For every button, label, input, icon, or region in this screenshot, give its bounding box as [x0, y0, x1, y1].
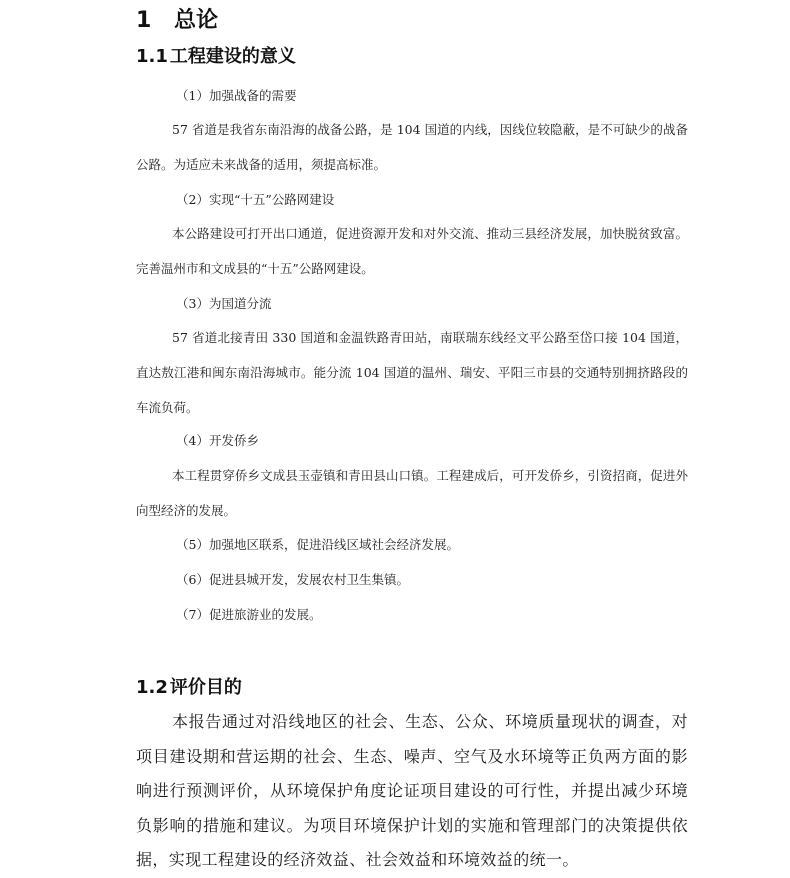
item-heading-2: （2）实现“十五”公路网建设: [176, 192, 335, 207]
section-paragraph-1-2: 本报告通过对沿线地区的社会、生态、公众、环境质量现状的调查，对项目建设期和营运期的社会、生态、噪声、空气及水环境等正负两方面的影响进行预测评价，从环境保护角度论证项目建设的可行性，并提出减少环境负影响的措施和建议。为项目环境保护计划的实施和管理部门的决策提供依据，实现工程建设的经济效益、社会效益和环境效益的统一。: [136, 712, 688, 869]
chapter-number: 1: [136, 8, 152, 33]
section-heading-1-2: [136, 675, 242, 701]
item-paragraph-2: 本公路建设可打开出口通道，促进资源开发和对外交流、推动三县经济发展，加快脱贫致富。完善温州市和文成县的“十五”公路网建设。: [136, 226, 688, 276]
item-paragraph-4: 本工程贯穿侨乡文成县玉壶镇和青田县山口镇。工程建成后，可开发侨乡，引资招商，促进外向型经济的发展。: [136, 468, 688, 518]
item-paragraph-3: 57 省道北接青田 330 国道和金温铁路青田站，南联瑞东线经文平公路至岱口接 104 国道，直达敖江港和闽东南沿海城市。能分流 104 国道的温州、瑞安、平阳三市县的交通特别拥挤路段的车流负荷。: [136, 330, 688, 415]
section-number: 1.2: [136, 677, 168, 698]
item-heading-4: （4）开发侨乡: [176, 433, 259, 448]
section-heading-1-1: [136, 44, 296, 70]
chapter-title: 总论: [174, 8, 219, 33]
item-heading-3: （3）为国道分流: [176, 296, 272, 311]
item-heading-5: （5）加强地区联系，促进沿线区域社会经济发展。: [176, 537, 459, 552]
item-heading-7: （7）促进旅游业的发展。: [176, 607, 322, 622]
section-title: 工程建设的意义: [169, 46, 296, 67]
chapter-heading: [136, 6, 218, 36]
section-title: 评价目的: [169, 677, 242, 698]
item-heading-1: （1）加强战备的需要: [176, 88, 297, 103]
item-paragraph-1: 57 省道是我省东南沿海的战备公路，是 104 国道的内线，因线位较隐蔽，是不可缺少的战备公路。为适应未来战备的适用，须提高标准。: [136, 122, 688, 172]
item-heading-6: （6）促进县城开发，发展农村卫生集镇。: [176, 572, 409, 587]
section-number: 1.1: [136, 46, 168, 67]
